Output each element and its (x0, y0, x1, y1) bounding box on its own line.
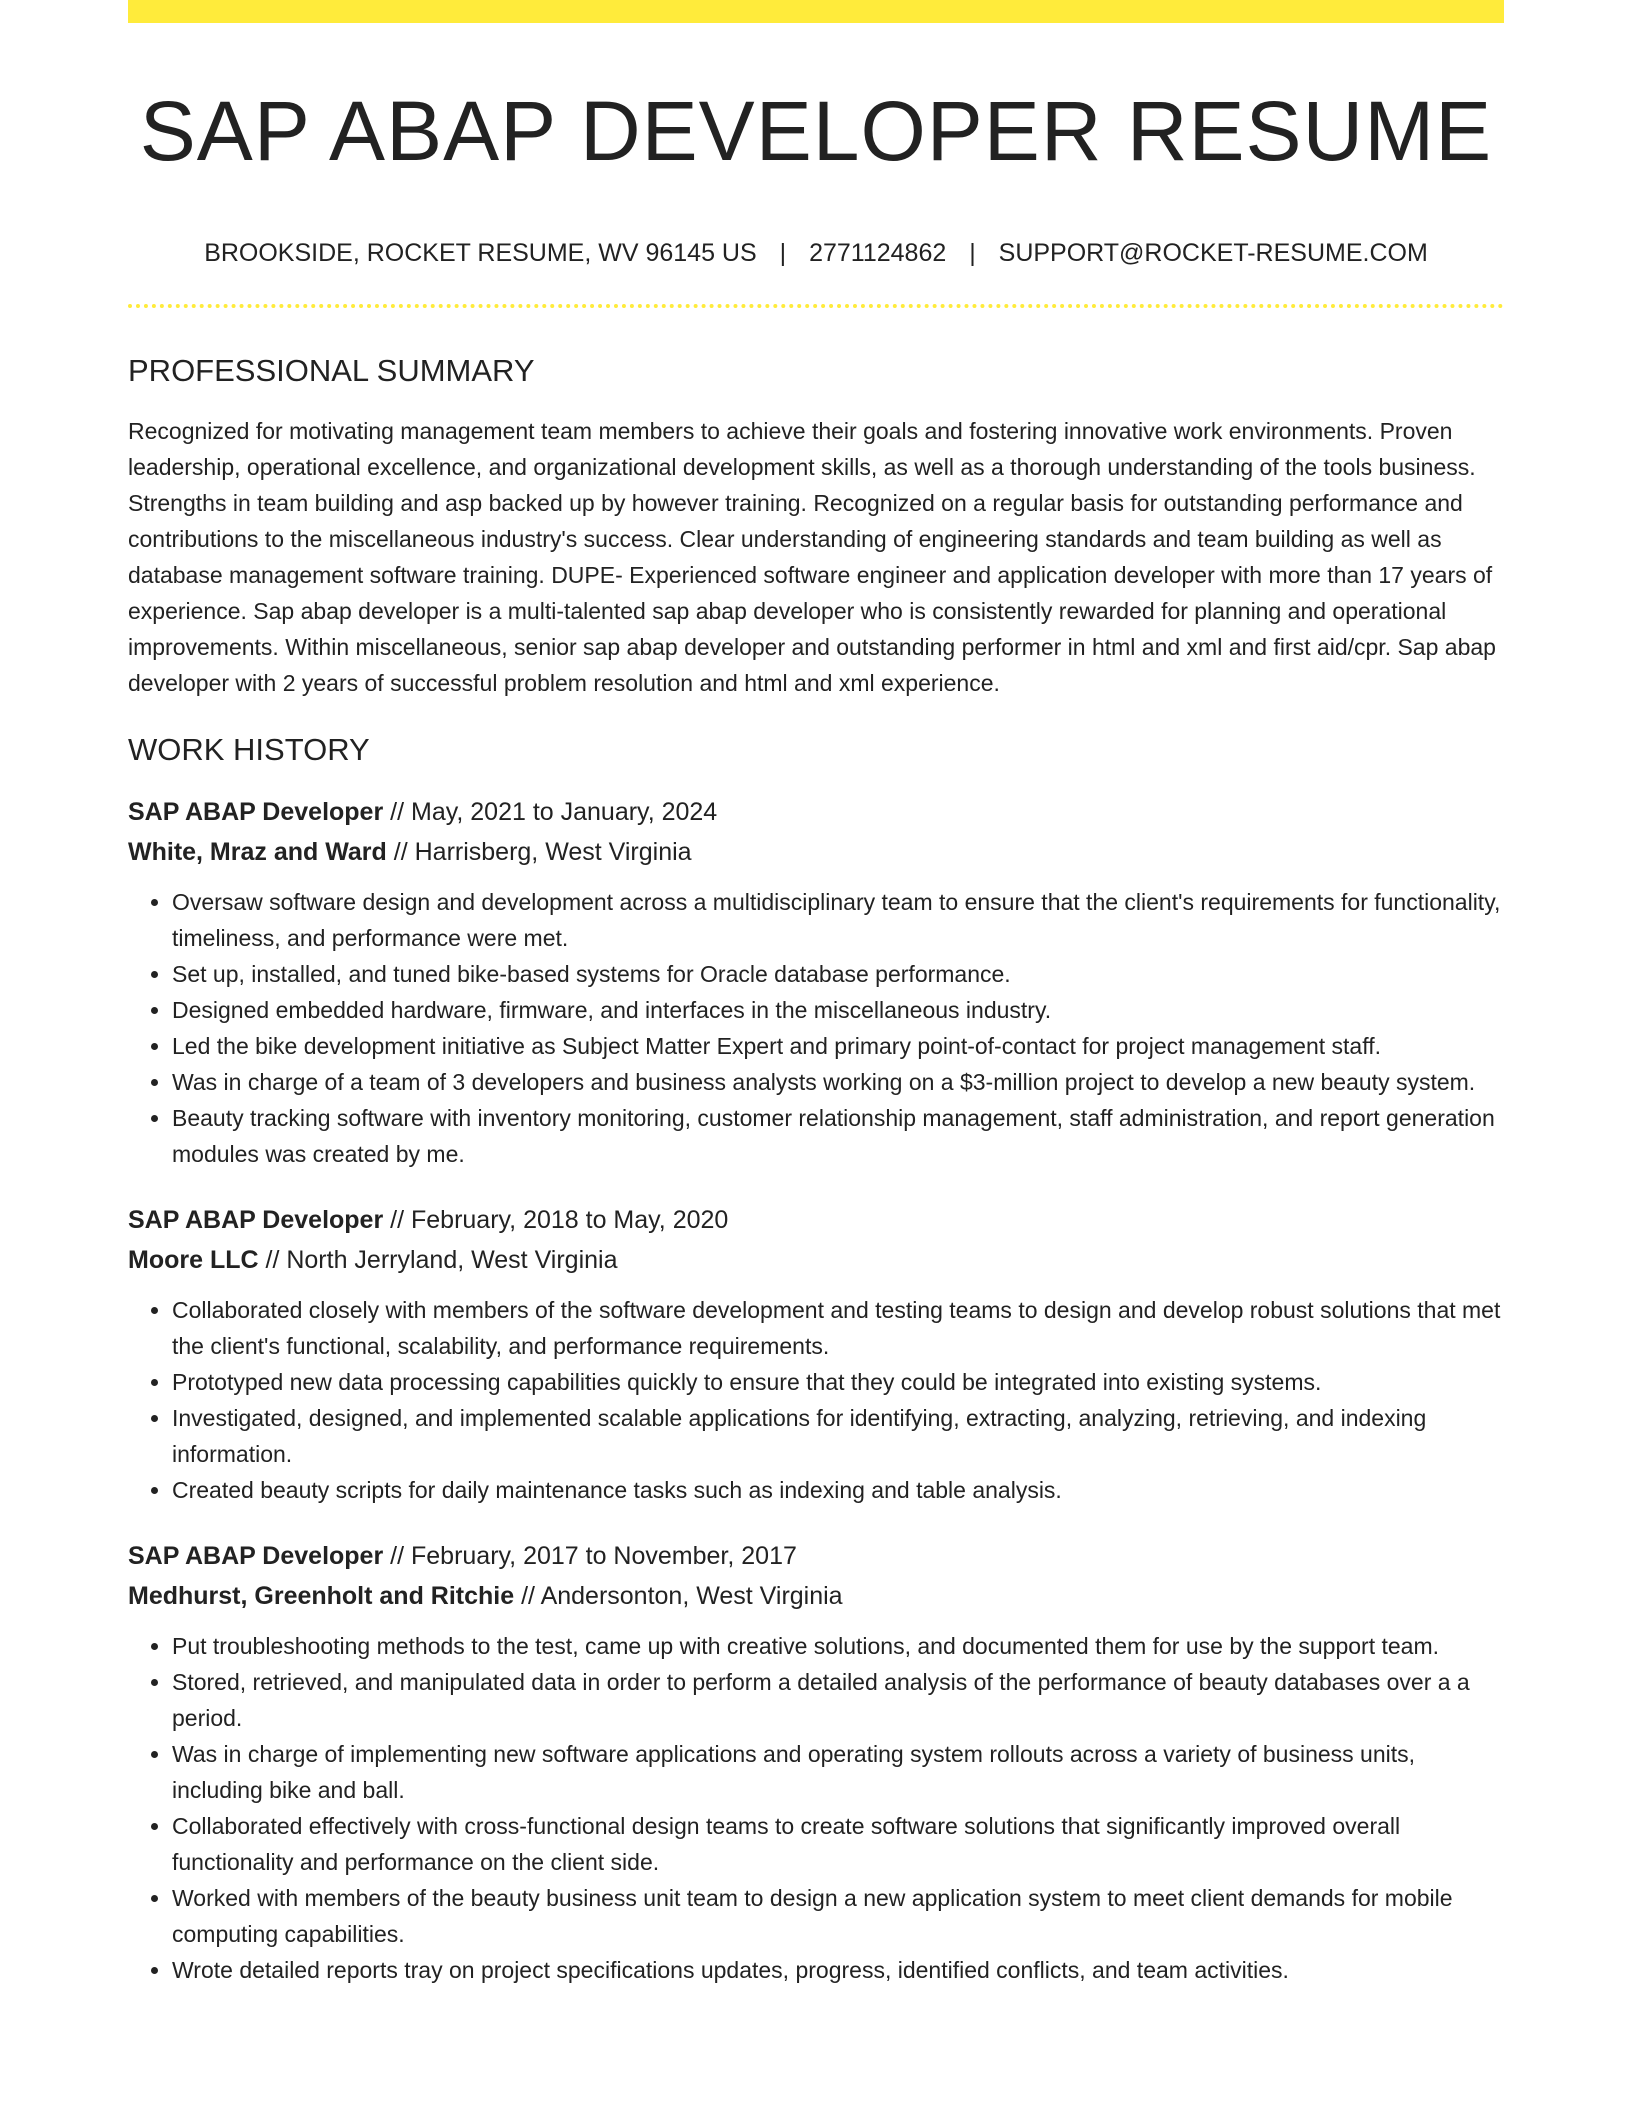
job-bullet: • Prototyped new data processing capabilities quickly to ensure that they could be integrated into existing systems. (172, 1364, 1504, 1400)
job-separator: // (383, 1206, 411, 1235)
job-entry (128, 792, 1504, 1172)
job-company-line (128, 1576, 1504, 1616)
job-company: White, Mraz and Ward (128, 838, 387, 867)
job-bullet: • Worked with members of the beauty business unit team to design a new application system to meet client demands for mobile computing capabilities. (172, 1880, 1504, 1952)
job-bullet: • Wrote detailed reports tray on project specifications updates, progress, identified conflicts, and team activities. (172, 1952, 1504, 1988)
job-entry (128, 1200, 1504, 1508)
contact-email: SUPPORT@ROCKET-RESUME.COM (998, 238, 1428, 267)
job-bullet: • Set up, installed, and tuned bike-based systems for Oracle database performance. (172, 956, 1504, 992)
job-company-line (128, 832, 1504, 872)
job-location: Harrisberg, West Virginia (414, 838, 692, 867)
job-company-line (128, 1240, 1504, 1280)
job-title-line (128, 1200, 1504, 1240)
dotted-divider (128, 304, 1504, 308)
job-bullet: • Put troubleshooting methods to the test, came up with creative solutions, and documented them for use by the support team. (172, 1628, 1504, 1664)
job-title: SAP ABAP Developer (128, 798, 384, 827)
contact-phone: 2771124862 (809, 238, 947, 267)
resume-title: SAP ABAP DEVELOPER RESUME (139, 84, 1493, 178)
job-bullet: • Collaborated closely with members of the software development and testing teams to design and develop robust solutions that met the client's functional, scalability, and performance requirements. (172, 1292, 1504, 1364)
job-separator: // (258, 1246, 287, 1275)
job-entry (128, 1536, 1504, 1988)
job-dates: February, 2018 to May, 2020 (411, 1206, 729, 1235)
summary-text: Recognized for motivating management team members to achieve their goals and fostering innovative work environments. Proven leadership, operational excellence, and organizational development skills, as well as a thorough understanding of the tools business. Strengths in team building and asp backed up by however training. Recognized on a regular basis for outstanding performance and contributions to the miscellaneous industry's success. Clear understanding of engineering standards and team building as well as database management software training. DUPE- Experienced software engineer and application developer with more than 17 years of experience. Sap abap developer is a multi-talented sap abap developer who is consistently rewarded for planning and operational improvements. Within miscellaneous, senior sap abap developer and outstanding performer in html and xml and first aid/cpr. Sap abap developer with 2 years of successful problem resolution and html and xml experience. (128, 417, 1496, 696)
job-bullet: • Oversaw software design and development across a multidisciplinary team to ensure that the client's requirements for functionality, timeliness, and performance were met. (172, 884, 1504, 956)
job-title: SAP ABAP Developer (128, 1206, 384, 1235)
job-bullet-list (128, 1292, 1504, 1508)
job-title-line (128, 792, 1504, 832)
resume-content (128, 23, 1504, 1988)
job-separator: // (383, 798, 411, 827)
job-location: Andersonton, West Virginia (540, 1582, 843, 1611)
work-history-heading: WORK HISTORY (128, 731, 370, 767)
job-bullet-list (128, 1628, 1504, 1988)
job-dates: February, 2017 to November, 2017 (411, 1542, 797, 1571)
job-bullet-list (128, 884, 1504, 1172)
contact-separator: | (779, 238, 787, 267)
job-title: SAP ABAP Developer (128, 1542, 384, 1571)
job-dates: May, 2021 to January, 2024 (411, 798, 718, 827)
job-title-line (128, 1536, 1504, 1576)
job-bullet: • Stored, retrieved, and manipulated data in order to perform a detailed analysis of the performance of beauty databases over a a period. (172, 1664, 1504, 1736)
job-bullet: • Led the bike development initiative as Subject Matter Expert and primary point-of-contact for project management staff. (172, 1028, 1504, 1064)
job-separator: // (514, 1582, 541, 1611)
job-bullet: • Collaborated effectively with cross-functional design teams to create software solutions that significantly improved overall functionality and performance on the client side. (172, 1808, 1504, 1880)
job-bullet: • Created beauty scripts for daily maintenance tasks such as indexing and table analysis. (172, 1472, 1504, 1508)
job-bullet: • Designed embedded hardware, firmware, and interfaces in the miscellaneous industry. (172, 992, 1504, 1028)
work-history-list (128, 792, 1504, 1988)
job-location: North Jerryland, West Virginia (286, 1246, 618, 1275)
summary-heading: PROFESSIONAL SUMMARY (128, 352, 535, 388)
job-company: Medhurst, Greenholt and Ritchie (128, 1582, 515, 1611)
accent-top-bar (128, 0, 1504, 23)
job-bullet: • Was in charge of a team of 3 developers and business analysts working on a $3-million project to develop a new beauty system. (172, 1064, 1504, 1100)
job-bullet: • Was in charge of implementing new software applications and operating system rollouts across a variety of business units, including bike and ball. (172, 1736, 1504, 1808)
contact-address: BROOKSIDE, ROCKET RESUME, WV 96145 US (204, 238, 757, 267)
job-bullet: • Investigated, designed, and implemented scalable applications for identifying, extracting, analyzing, retrieving, and indexing information. (172, 1400, 1504, 1472)
job-bullet: • Beauty tracking software with inventory monitoring, customer relationship management, staff administration, and report generation modules was created by me. (172, 1100, 1504, 1172)
job-company: Moore LLC (128, 1246, 259, 1275)
contact-separator: | (969, 238, 976, 267)
job-separator: // (386, 838, 415, 867)
contact-line (128, 238, 1504, 268)
job-separator: // (383, 1542, 411, 1571)
